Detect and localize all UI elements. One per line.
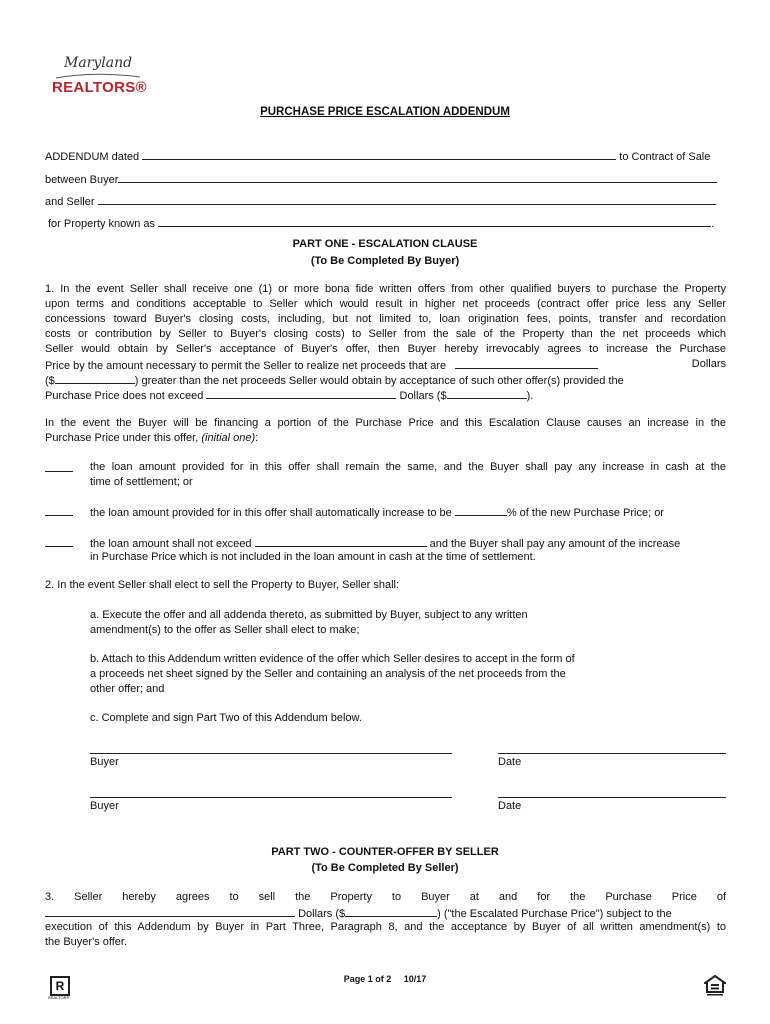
document-title: PURCHASE PRICE ESCALATION ADDENDUM <box>260 106 510 118</box>
contract-of-sale-label: to Contract of Sale <box>619 151 711 163</box>
p3-line-4: the Buyer's offer. <box>45 936 128 948</box>
page-footer <box>0 974 770 984</box>
property-period: . <box>711 218 715 230</box>
part-two-heading: PART TWO - COUNTER-OFFER BY SELLER <box>271 846 499 858</box>
between-buyer-label: between Buyer <box>45 174 119 186</box>
buyer-signature-line-1[interactable] <box>90 753 452 754</box>
p2-text: 2. In the event Seller shall elect to sell the Property to Buyer, Seller shall: <box>45 579 400 591</box>
buyer-signature-label-2: Buyer <box>90 800 119 812</box>
p1-line-8-end: ). <box>526 390 534 402</box>
p1-line-6 <box>45 357 726 372</box>
seller-row <box>45 193 726 208</box>
escalated-price-words-field[interactable] <box>45 905 295 917</box>
p1-line-2: upon terms and conditions acceptable to Seller which would result in higher net proceeds (contract offer price less any Seller <box>45 298 726 310</box>
p2c-line: c. Complete and sign Part Two of this Addendum below. <box>90 712 362 724</box>
p2b-line-1: b. Attach to this Addendum written evidence of the offer which Seller desires to accept in the form of <box>90 653 575 665</box>
p2a-line-2: amendment(s) to the offer as Seller shall elect to make; <box>90 624 360 636</box>
p1-line-5: Seller would obtain by Seller's acceptance of Buyer's offer, then Buyer hereby irrevocably agrees to increase the Purchase <box>45 343 726 355</box>
addendum-dated-row <box>45 148 726 163</box>
financing-colon: : <box>255 432 259 444</box>
equal-housing-icon <box>704 974 726 998</box>
financing-line-2 <box>45 431 726 446</box>
max-price-words-field[interactable] <box>206 387 396 399</box>
option-1-line-2: time of settlement; or <box>90 476 193 488</box>
option-1-line-1: the loan amount provided for in this offer shall remain the same, and the Buyer shall pay any increase in cash at the <box>90 461 726 473</box>
option-3-initial-field[interactable] <box>45 535 73 547</box>
p1-line-8-dollars: Dollars ($ <box>399 390 447 402</box>
addendum-date-field[interactable] <box>142 148 616 160</box>
logo-bottom-text: REALTORS® <box>52 79 147 96</box>
p3-line-3: execution of this Addendum by Buyer in Part Three, Paragraph 8, and the acceptance by Buyer of all written amendment(s) to <box>45 921 726 933</box>
buyer-date-line-2[interactable] <box>498 797 726 798</box>
loan-max-amount-field[interactable] <box>255 535 427 547</box>
option-3-line-2: in Purchase Price which is not included in the loan amount in cash at the time of settlement. <box>90 551 536 563</box>
p1-line-7-text: ) greater than the net proceeds Seller would obtain by acceptance of such other offer(s) provided the <box>134 375 624 387</box>
initial-one-note: (initial one) <box>201 432 256 444</box>
realtor-r-box: R <box>50 976 70 996</box>
buyer-row <box>45 171 726 186</box>
buyer-date-line-1[interactable] <box>498 753 726 754</box>
net-proceeds-amount-field[interactable] <box>455 357 598 369</box>
and-seller-label: and Seller <box>45 196 95 208</box>
net-proceeds-numeric-field[interactable] <box>55 372 135 384</box>
escalated-price-numeric-field[interactable] <box>345 905 437 917</box>
part-one-subheading: (To Be Completed By Buyer) <box>310 255 460 267</box>
p1-line-4: costs or contribution by Seller to Buyer's closing costs) to Seller from the sale of the Property than the net proceeds which <box>45 328 726 340</box>
p1-line-6-text: Price by the amount necessary to permit the Seller to realize net proceeds that are <box>45 360 447 372</box>
property-label: for Property known as <box>48 218 155 230</box>
option-2-text: the loan amount provided for in this offer shall automatically increase to be <box>90 507 452 519</box>
seller-name-field[interactable] <box>98 193 716 205</box>
p1-line-8-text: Purchase Price does not exceed <box>45 390 204 402</box>
financing-line-1: In the event the Buyer will be financing a portion of the Purchase Price and this Escalation Clause causes an increase in the <box>45 417 726 429</box>
property-row <box>48 215 729 230</box>
part-two-subheading: (To Be Completed By Seller) <box>311 862 459 874</box>
logo-top-text: Maryland <box>64 55 133 71</box>
option-3-line-1 <box>90 535 726 550</box>
buyer-date-label-2: Date <box>498 800 522 812</box>
buyer-signature-line-2[interactable] <box>90 797 452 798</box>
option-2-initial-field[interactable] <box>45 504 73 516</box>
p3-line-1: 3. Seller hereby agrees to sell the Property to Buyer at and for the Purchase Price of <box>45 891 726 903</box>
p1-line-3: concessions toward Buyer's closing costs, including, but not limited to, loan origination fees, points, transfer and recordation <box>45 313 726 325</box>
p2b-line-2: a proceeds net sheet signed by the Seller and containing an analysis of the net proceeds from the <box>90 668 566 680</box>
p3-line-2-end: ) ("the Escalated Purchase Price") subject to the <box>437 908 672 920</box>
p2b-line-3: other offer; and <box>90 683 165 695</box>
option-2-end: % of the new Purchase Price; or <box>506 507 664 519</box>
buyer-signature-label-1: Buyer <box>90 756 119 768</box>
p1-line-8 <box>45 387 726 402</box>
max-price-numeric-field[interactable] <box>447 387 527 399</box>
property-address-field[interactable] <box>158 215 711 227</box>
p1-line-7 <box>45 372 726 387</box>
part-one-heading: PART ONE - ESCALATION CLAUSE <box>292 238 478 250</box>
page-number: Page 1 of 2 <box>343 974 392 984</box>
loan-percent-field[interactable] <box>455 504 507 516</box>
p1-dollars-label: Dollars <box>691 358 726 370</box>
maryland-realtors-logo <box>52 55 147 100</box>
p2a-line-1: a. Execute the offer and all addenda thereto, as submitted by Buyer, subject to any written <box>90 609 528 621</box>
form-version: 10/17 <box>403 974 427 984</box>
option-2-line <box>90 504 726 519</box>
p3-line-2 <box>45 905 726 920</box>
buyer-date-label-1: Date <box>498 756 522 768</box>
option-1-initial-field[interactable] <box>45 460 73 472</box>
p1-dollar-sign: ($ <box>45 375 55 387</box>
p3-dollars-label: Dollars ($ <box>298 908 346 920</box>
financing-line-2-text: Purchase Price under this offer, <box>45 432 199 444</box>
realtor-caption: REALTOR® <box>48 995 70 1000</box>
p1-line-1: 1. In the event Seller shall receive one (1) or more bona fide written offers from other qualified buyers to purchase the Property <box>45 283 726 295</box>
option-3-text: the loan amount shall not exceed <box>90 538 252 550</box>
buyer-name-field[interactable] <box>118 171 717 183</box>
option-3-end: and the Buyer shall pay any amount of the increase <box>429 538 681 550</box>
addendum-dated-label: ADDENDUM dated <box>45 151 140 163</box>
realtor-r-icon <box>48 976 72 1000</box>
